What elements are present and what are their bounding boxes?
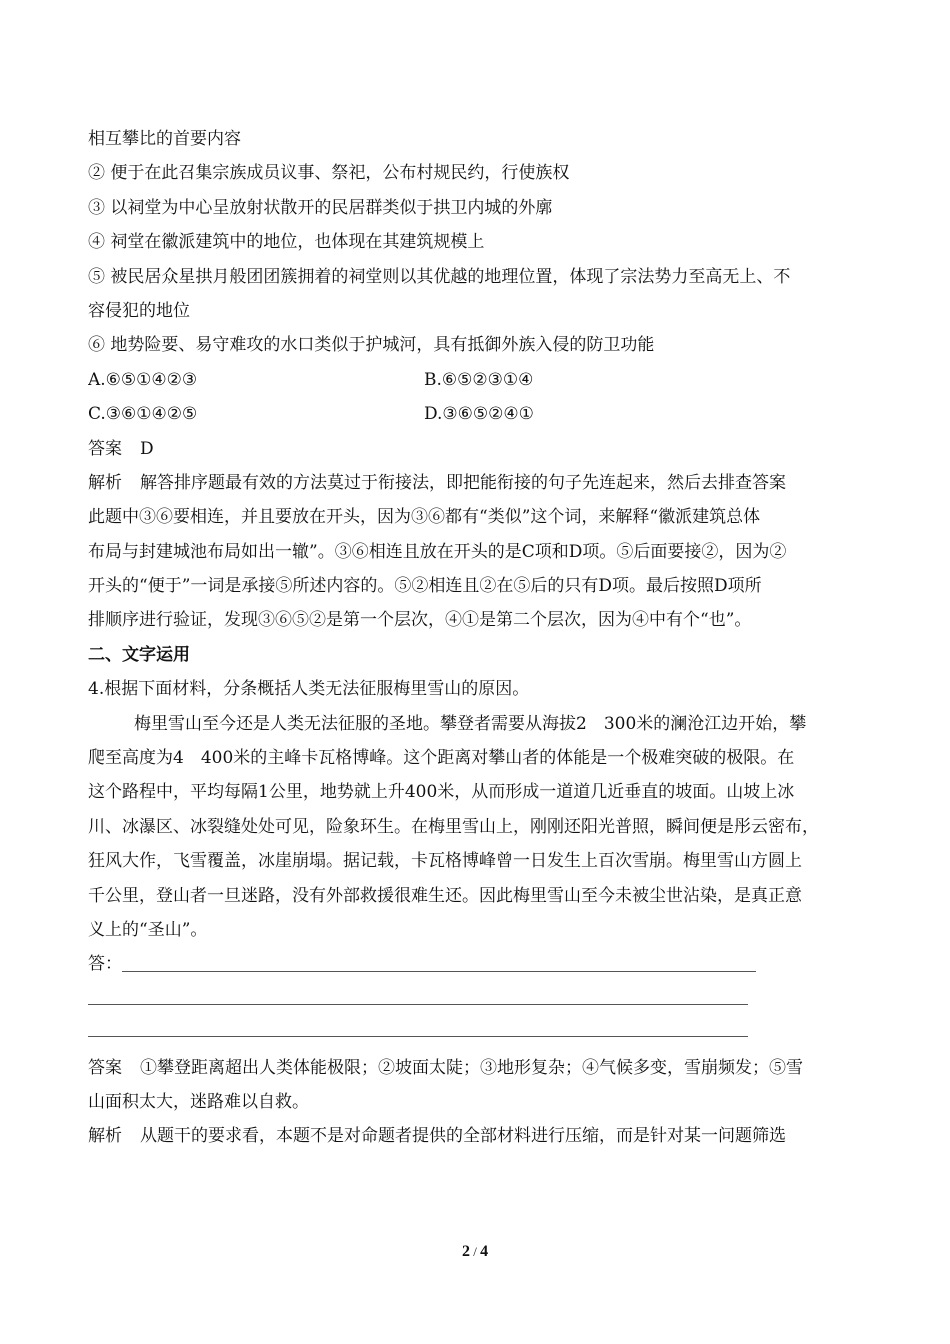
item-4: ④ 祠堂在徽派建筑中的地位，也体现在其建筑规模上 [88, 232, 485, 253]
analysis-label: 解析 [88, 472, 122, 493]
passage-line-4: 川、冰瀑区、冰裂缝处处可见，险象环生。在梅里雪山上，刚刚还阳光普照，瞬间便是彤云密布， [88, 816, 819, 837]
section-heading: 二、文字运用 [88, 644, 190, 665]
answer-blank-row-3 [88, 1016, 866, 1050]
answer-blank-line-2[interactable] [88, 1004, 748, 1005]
q4-answer-line-1 [88, 1051, 866, 1085]
answer-label: 答案 [88, 1057, 122, 1078]
q4-analysis-line-1 [88, 1119, 866, 1153]
answer-prompt: 答： [88, 954, 122, 975]
q3-analysis-line-1 [88, 466, 866, 500]
analysis-text: 解答排序题最有效的方法莫过于衔接法，即把能衔接的句子先连起来，然后去排查答案 [140, 472, 786, 493]
item-5-continuation: 容侵犯的地位 [88, 300, 190, 321]
options-row-2 [88, 397, 866, 431]
analysis-label: 解析 [88, 1126, 122, 1147]
option-d: D.③⑥⑤②④① [424, 404, 534, 425]
option-b: B.⑥⑤②③①④ [424, 369, 534, 390]
passage-line-7: 义上的“圣山”。 [88, 919, 208, 940]
passage-line-5: 狂风大作，飞雪覆盖，冰崖崩塌。据记载，卡瓦格博峰曾一日发生上百次雪崩。梅里雪山方圆上 [88, 851, 802, 872]
passage-line-6: 千公里，登山者一旦迷路，没有外部救援很难生还。因此梅里雪山至今未被尘世沾染，是真正意 [88, 885, 802, 906]
answer-blank-line-1[interactable] [122, 971, 756, 972]
answer-value: D [140, 438, 154, 459]
answer-blank-row-2 [88, 982, 866, 1016]
option-c: C.③⑥①④②⑤ [88, 404, 198, 425]
q4-answer-line-2: 山面积太大，迷路难以自救。 [88, 1091, 309, 1112]
answer-text: ①攀登距离超出人类体能极限；②坡面太陡；③地形复杂；④气候多变，雪崩频发；⑤雪 [140, 1057, 803, 1078]
page-current: 2 [461, 1243, 470, 1260]
page-separator: / [469, 1244, 481, 1259]
analysis-text: 从题干的要求看，本题不是对命题者提供的全部材料进行压缩，而是针对某一问题筛选 [140, 1126, 786, 1147]
passage-line-1: 梅里雪山至今还是人类无法征服的圣地。攀登者需要从海拔2 300米的澜沧江边开始，攀 [134, 713, 807, 734]
answer-label: 答案 [88, 438, 122, 459]
item-3: ③ 以祠堂为中心呈放射状散开的民居群类似于拱卫内城的外廓 [88, 197, 553, 218]
q3-analysis-line-3: 布局与封建城池布局如出一辙”。③⑥相连且放在开头的是C项和D项。⑤后面要接②，因为② [88, 541, 787, 562]
q3-analysis-line-5: 排顺序进行验证，发现③⑥⑤②是第一个层次，④①是第二个层次，因为④中有个“也”。 [88, 610, 752, 631]
passage-line-2: 爬至高度为4 400米的主峰卡瓦格博峰。这个距离对攀山者的体能是一个极难突破的极限。在 [88, 748, 795, 769]
page-content [88, 122, 866, 1154]
answer-blank-row-1 [88, 947, 866, 981]
options-row-1 [88, 363, 866, 397]
option-a: A.⑥⑤①④②③ [88, 369, 198, 390]
item-6: ⑥ 地势险要、易守难攻的水口类似于护城河，具有抵御外族入侵的防卫功能 [88, 335, 655, 356]
item-5: ⑤ 被民居众星拱月般团团簇拥着的祠堂则以其优越的地理位置，体现了宗法势力至高无上、不 [88, 266, 791, 287]
q4-prompt: 4.根据下面材料，分条概括人类无法征服梅里雪山的原因。 [88, 679, 530, 700]
passage-line-3: 这个路程中，平均每隔1公里，地势就上升400米，从而形成一道道几近垂直的坡面。山坡上冰 [88, 782, 795, 803]
page-total: 4 [480, 1243, 489, 1260]
q3-analysis-line-2: 此题中③⑥要相连，并且要放在开头，因为③⑥都有“类似”这个词，来解释“徽派建筑总体 [88, 507, 761, 528]
item-2: ② 便于在此召集宗族成员议事、祭祀，公布村规民约，行使族权 [88, 163, 570, 184]
answer-blank-line-3[interactable] [88, 1036, 748, 1037]
item-continuation: 相互攀比的首要内容 [88, 129, 241, 149]
page-number [0, 1243, 950, 1261]
q3-analysis-line-4: 开头的“便于”一词是承接⑤所述内容的。⑤②相连且②在⑤后的只有D项。最后按照D项所 [88, 576, 762, 597]
q3-answer [88, 432, 866, 466]
